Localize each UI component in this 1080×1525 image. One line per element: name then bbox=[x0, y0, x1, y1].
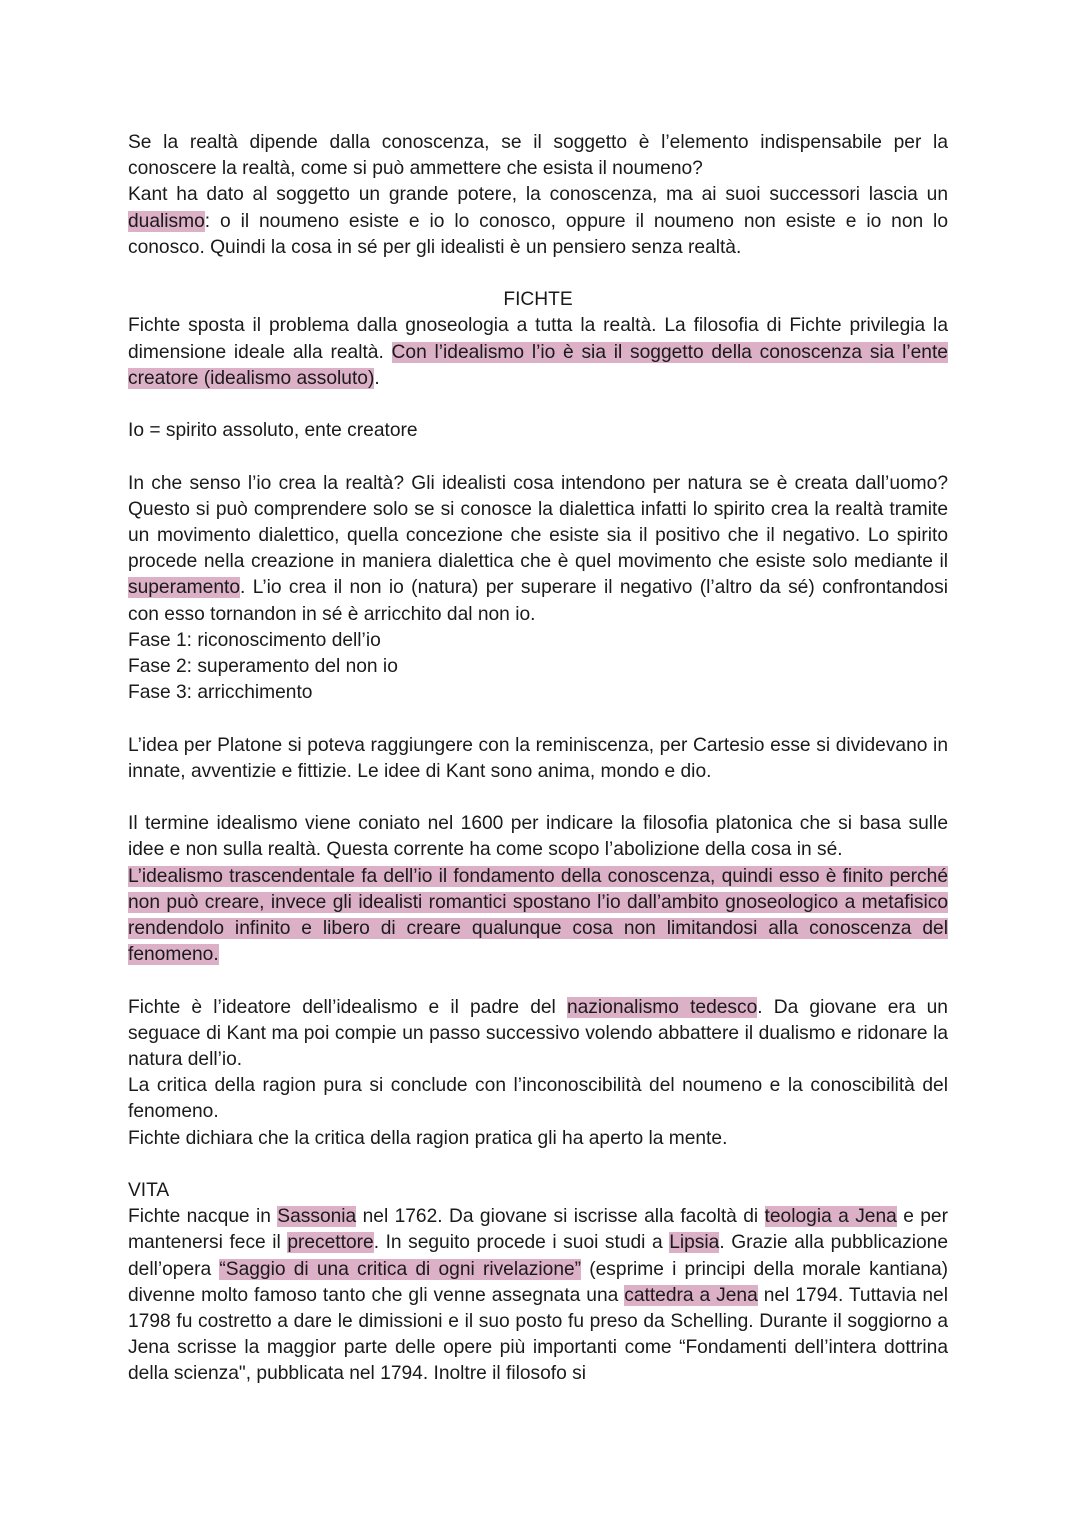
highlight-saggio: “Saggio di una critica di ogni rivelazione” bbox=[219, 1258, 582, 1280]
document-page bbox=[128, 130, 948, 1388]
fichte-paragraph-4-highlight bbox=[128, 864, 948, 969]
spacer bbox=[128, 1152, 948, 1178]
spacer bbox=[128, 706, 948, 732]
section-heading-vita: VITA bbox=[128, 1180, 170, 1202]
phase-item: Fase 3: arricchimento bbox=[128, 682, 313, 704]
highlight-teologia-jena: teologia a Jena bbox=[764, 1206, 897, 1228]
fichte-paragraph-3: L’idea per Platone si poteva raggiungere con la reminiscenza, per Cartesio esse si dividevano in innate, avventizie e fittizie. Le idee di Kant sono anima, mondo e dio. bbox=[128, 734, 948, 782]
phase-item: Fase 2: superamento del non io bbox=[128, 656, 398, 678]
highlight-idealismo-trascendentale: L’idealismo trascendentale fa dell’io il fondamento della conoscenza, quindi esso è finito perché non può creare, invece gli idealisti romantici spostano l’io dall’ambito gnoseologico a metafisico rendendolo infinito e libero di creare qualunque cosa non limitandosi alla conoscenza del fenomeno. bbox=[128, 865, 948, 966]
vita-paragraph: Fichte nacque in Sassonia nel 1762. Da giovane si iscrisse alla facoltà di teologia a Jena e per mantenersi fece il precettore. In seguito procede i suoi studi a Lipsia. Grazie alla pubblicazione dell’opera “Saggio di una critica di ogni rivelazione” (esprime i principi della morale kantiana) divenne molto famoso tanto che gli venne assegnata una cattedra a Jena nel 1794. Tuttavia nel 1798 fu costretto a dare le dimissioni e il suo posto fu preso da Schelling. Durante il soggiorno a Jena scrisse la maggior parte delle opere più importanti come “Fondamenti dell’intera dottrina della scienza", pubblicata nel 1794. Inoltre il filosofo si bbox=[128, 1206, 948, 1385]
formula-line: Io = spirito assoluto, ente creatore bbox=[128, 420, 418, 442]
highlight-sassonia: Sassonia bbox=[277, 1206, 357, 1228]
highlight-precettore: precettore bbox=[287, 1232, 374, 1254]
phase-item: Fase 1: riconoscimento dell’io bbox=[128, 629, 381, 651]
fichte-paragraph-2: In che senso l’io crea la realtà? Gli idealisti cosa intendono per natura se è creata dall’uomo? Questo si può comprendere solo se si conosce la dialettica infatti lo spirito crea la realtà tramite un movimento dialettico, quella concezione che esiste sia il positivo che il negativo. Lo spirito procede nella creazione in maniera dialettica che è quel movimento che esiste solo mediante il superamento. L’io crea il non io (natura) per superare il negativo (l’altro da sé) confrontandosi con esso tornandon in sé è arricchito dal non io. bbox=[128, 472, 948, 625]
highlight-dualismo: dualismo bbox=[128, 210, 205, 232]
spacer bbox=[128, 261, 948, 287]
highlight-idealismo-assoluto: Con l’idealismo l’io è sia il soggetto della conoscenza sia l’ente creatore (idealismo assoluto) bbox=[128, 341, 948, 389]
fichte-paragraph-1: Fichte sposta il problema dalla gnoseologia a tutta la realtà. La filosofia di Fichte privilegia la dimensione ideale alla realtà. Con l’idealismo l’io è sia il soggetto della conoscenza sia l’ente creatore (idealismo assoluto). bbox=[128, 315, 948, 389]
intro-paragraph-1: Se la realtà dipende dalla conoscenza, se il soggetto è l’elemento indispensabile per la conoscere la realtà, come si può ammettere che esista il noumeno? bbox=[128, 132, 948, 180]
fichte-paragraph-6: La critica della ragion pura si conclude con l’inconoscibilità del noumeno e la conoscibilità del fenomeno. bbox=[128, 1075, 948, 1123]
intro-paragraph-2: Kant ha dato al soggetto un grande potere, la conoscenza, ma ai suoi successori lascia un dualismo: o il noumeno esiste e io lo conosco, oppure il noumeno non esiste e io non lo conosco. Quindi la cosa in sé per gli idealisti è un pensiero senza realtà. bbox=[128, 184, 948, 258]
spacer bbox=[128, 392, 948, 418]
highlight-cattedra-jena: cattedra a Jena bbox=[624, 1284, 758, 1306]
highlight-nazionalismo-tedesco: nazionalismo tedesco bbox=[566, 996, 758, 1018]
spacer bbox=[128, 968, 948, 994]
fichte-paragraph-5: Fichte è l’ideatore dell’idealismo e il padre del nazionalismo tedesco. Da giovane era un seguace di Kant ma poi compie un passo successivo volendo abbattere il dualismo e ridonare la natura dell’io. bbox=[128, 996, 948, 1071]
fichte-paragraph-7: Fichte dichiara che la critica della ragion pratica gli ha aperto la mente. bbox=[128, 1127, 728, 1149]
spacer bbox=[128, 444, 948, 470]
highlight-lipsia: Lipsia bbox=[669, 1232, 720, 1254]
highlight-superamento: superamento bbox=[128, 577, 240, 599]
section-heading-fichte: FICHTE bbox=[503, 289, 573, 311]
spacer bbox=[128, 785, 948, 811]
fichte-paragraph-4: Il termine idealismo viene coniato nel 1600 per indicare la filosofia platonica che si basa sulle idee e non sulla realtà. Questa corrente ha come scopo l’abolizione della cosa in sé. bbox=[128, 813, 948, 861]
